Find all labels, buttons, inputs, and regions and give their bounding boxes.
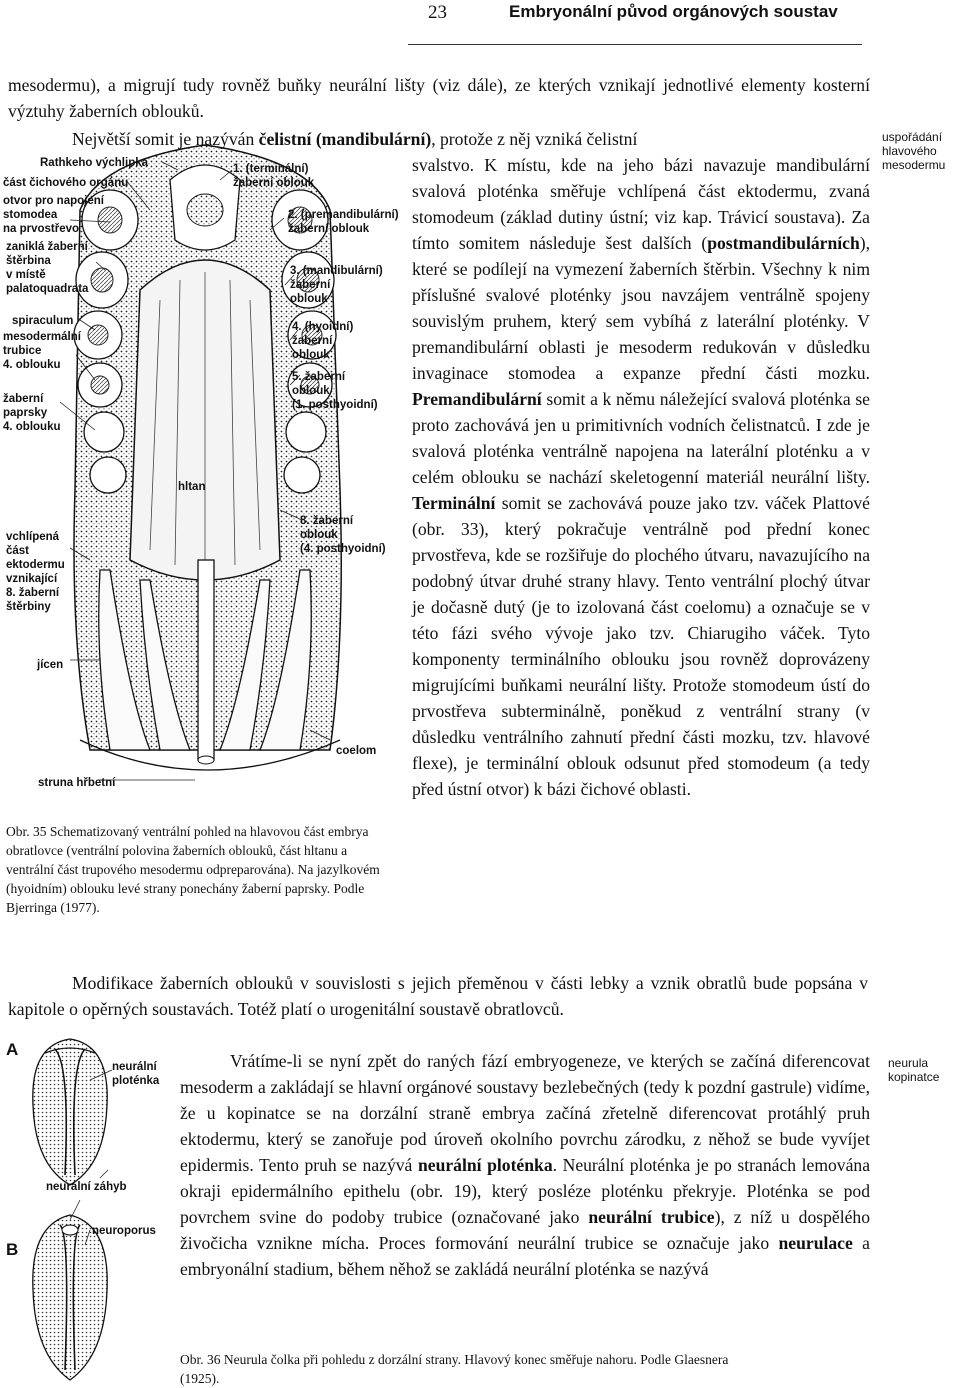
label-otvor: otvor pro napojení stomodea na prvostřevo: [3, 195, 104, 235]
label-jicen: jícen: [37, 659, 64, 671]
label-oblouk-4: 4. (hyoidní) žaberní oblouk: [292, 321, 354, 361]
label-struna: struna hřbetní: [38, 777, 116, 789]
label-oblouk-8: 8. žaberní oblouk (4. posthyoidní): [300, 515, 386, 555]
label-oblouk-3: 3. (mandibulární) žaberní oblouk: [290, 265, 383, 305]
label-rathke: Rathkeho výchlipka: [40, 157, 149, 169]
header-rule: [408, 44, 862, 45]
page-number: 23: [428, 2, 447, 23]
label-oblouk-1: 1. (terminální) žaberní oblouk: [233, 163, 315, 189]
label-mesodermalni: mesodermální trubice 4. oblouku: [3, 331, 81, 371]
margin-note-neurula: neurula kopinatce: [888, 1056, 940, 1084]
paragraph-1-lead: Největší somit je nazýván čelistní (mandibulární), protože z něj vzniká čelistní: [72, 129, 638, 149]
label-neuralni-zahyb: neurální záhyb: [46, 1181, 127, 1193]
figure-36-caption: Obr. 36 Neurula čolka při pohledu z dorzální strany. Hlavový konec směřuje nahoru. Podle Glaesnera (1925).: [180, 1352, 729, 1386]
label-coelom: coelom: [336, 745, 377, 757]
label-spiraculum: spiraculum: [12, 315, 74, 327]
running-title: Embryonální původ orgánových soustav: [509, 2, 838, 21]
label-oblouk-5: 5. žaberní oblouk (1. posthyoidní): [292, 371, 378, 411]
figure-35-caption: Obr. 35 Schematizovaný ventrální pohled na hlavovou část embrya obratlovce (ventrální polovina žaberních oblouků, část hltanu a ventrální část trupového mesodermu odpreparována). Na jazylkovém (hyoidním) oblouku levé strany ponechány žaberní paprsky. Podle Bjerringa (1977).: [6, 824, 380, 915]
label-paprsky: žaberní paprsky 4. oblouku: [3, 393, 61, 433]
paragraph-3: Vrátíme-li se nyní zpět do raných fází embryogeneze, ve kterých se začíná diferencovat mesoderm a zakládají se hlavní orgánové soustavy bezlebečných (tedy k pozdní gastrule) vidíme, že u kopinatce se na dorzální straně embrya začíná zřetelně diferencovat protáhlý pruh ektodermu, který se zanořuje pod úroveň okolního povrchu zárodku, z něhož se bude vyvíjet epidermis. Tento pruh se nazývá neurální ploténka. Neurální ploténka je po stranách lemována okraji epidermálního epithelu (obr. 19), který posléze ploténku překryje. Ploténka se pod povrchem svine do podoby trubice (označované jako neurální trubice), z níž u dospělého živočicha vznikne mícha. Proces formování neurální trubice se označuje jako neurulace a embryonální stadium, během něhož se zakládá neurální ploténka se nazývá: [180, 1051, 871, 1279]
label-cich: část čichového orgánu: [3, 177, 129, 189]
right-column-text: svalstvo. K místu, kde na jeho bázi navazuje mandibulární svalová ploténka směřuje vchlípená část ektodermu, zvaná stomodeum (základ dutiny ústní; viz kap. Trávicí soustava). Za tímto somitem následuje šest dalších (postmandibulárních), které se podílejí na vymezení žaberních štěrbin. Všechny k nim příslušné svalové ploténky jsou navzájem ventrálně spojeny souvislým pruhem, který sem vybíhá z laterální ploténky. V premandibulární oblasti je mesoderm redukován v důsledku invaginace stomodea a expanze přední části mozku. Premandibulární somit a k němu náležející svalová ploténka se proto zachovává jen u primitivních vodních čelistnatců. I zde je svalová ploténka ventrálně napojena na laterální ploténku a v celém oblouku se nachází skeletogenní materiál neurální lišty. Terminální somit se zachovává pouze jako tzv. váček Plattové (obr. 33), který pokračuje ventrálně pod přední konec prvostřeva, kde se rozšiřuje do plochého útvaru, navazujícího na podobný útvar druhé strany hlavy. Tento ventrální plochý útvar je dočasně dutý (je to izolovaná část coelomu) a označuje se v této fázi svého vývoje jako tzv. Chiarugiho váček. Tyto komponenty terminálního oblouku jsou rovněž doprovázeny migrujícími buňkami neurální lišty. Protože stomodeum ústí do prvostřeva subterminálně, poněkud z ventrální strany (v důsledku ventrálního zahnutí přední části mozku, tzv. hlavové flexe), je terminální oblouk odsunut před stomodeum (a tedy před ústní otvor) k bázi čichové oblasti.: [412, 155, 870, 799]
margin-note-head-mesoderm: uspořádání hlavového mesodermu: [882, 130, 946, 172]
label-zanikla: zaniklá žaberní štěrbina v místě palatoquadrata: [6, 241, 89, 295]
figure-36-letter-b: B: [6, 1240, 19, 1259]
figure-36-leader-lines: [60, 1060, 120, 1280]
label-neuralni-plotenka: neurální ploténka: [112, 1061, 160, 1087]
intro-paragraph: mesodermu), a migrují tudy rovněž buňky neurální lišty (viz dále), ze kterých vznikají jednotlivé elementy kosterní výztuhy žaberních oblouků.: [8, 75, 870, 121]
paragraph-2: Modifikace žaberních oblouků v souvislosti s jejich přeměnou v části lebky a vznik obratlů bude popsána v kapitole o opěrných soustavách. Totéž platí o urogenitální soustavě obratlovců.: [8, 973, 868, 1019]
label-neuroporus: neuroporus: [92, 1225, 156, 1237]
label-vchlipena: vchlípená část ektodermu vznikající 8. žaberní štěrbiny: [6, 531, 65, 613]
figure-36-letter-a: A: [6, 1040, 19, 1059]
label-hltan: hltan: [178, 481, 206, 493]
label-oblouk-2: 2. (premandibulární) žaberní oblouk: [288, 209, 399, 235]
